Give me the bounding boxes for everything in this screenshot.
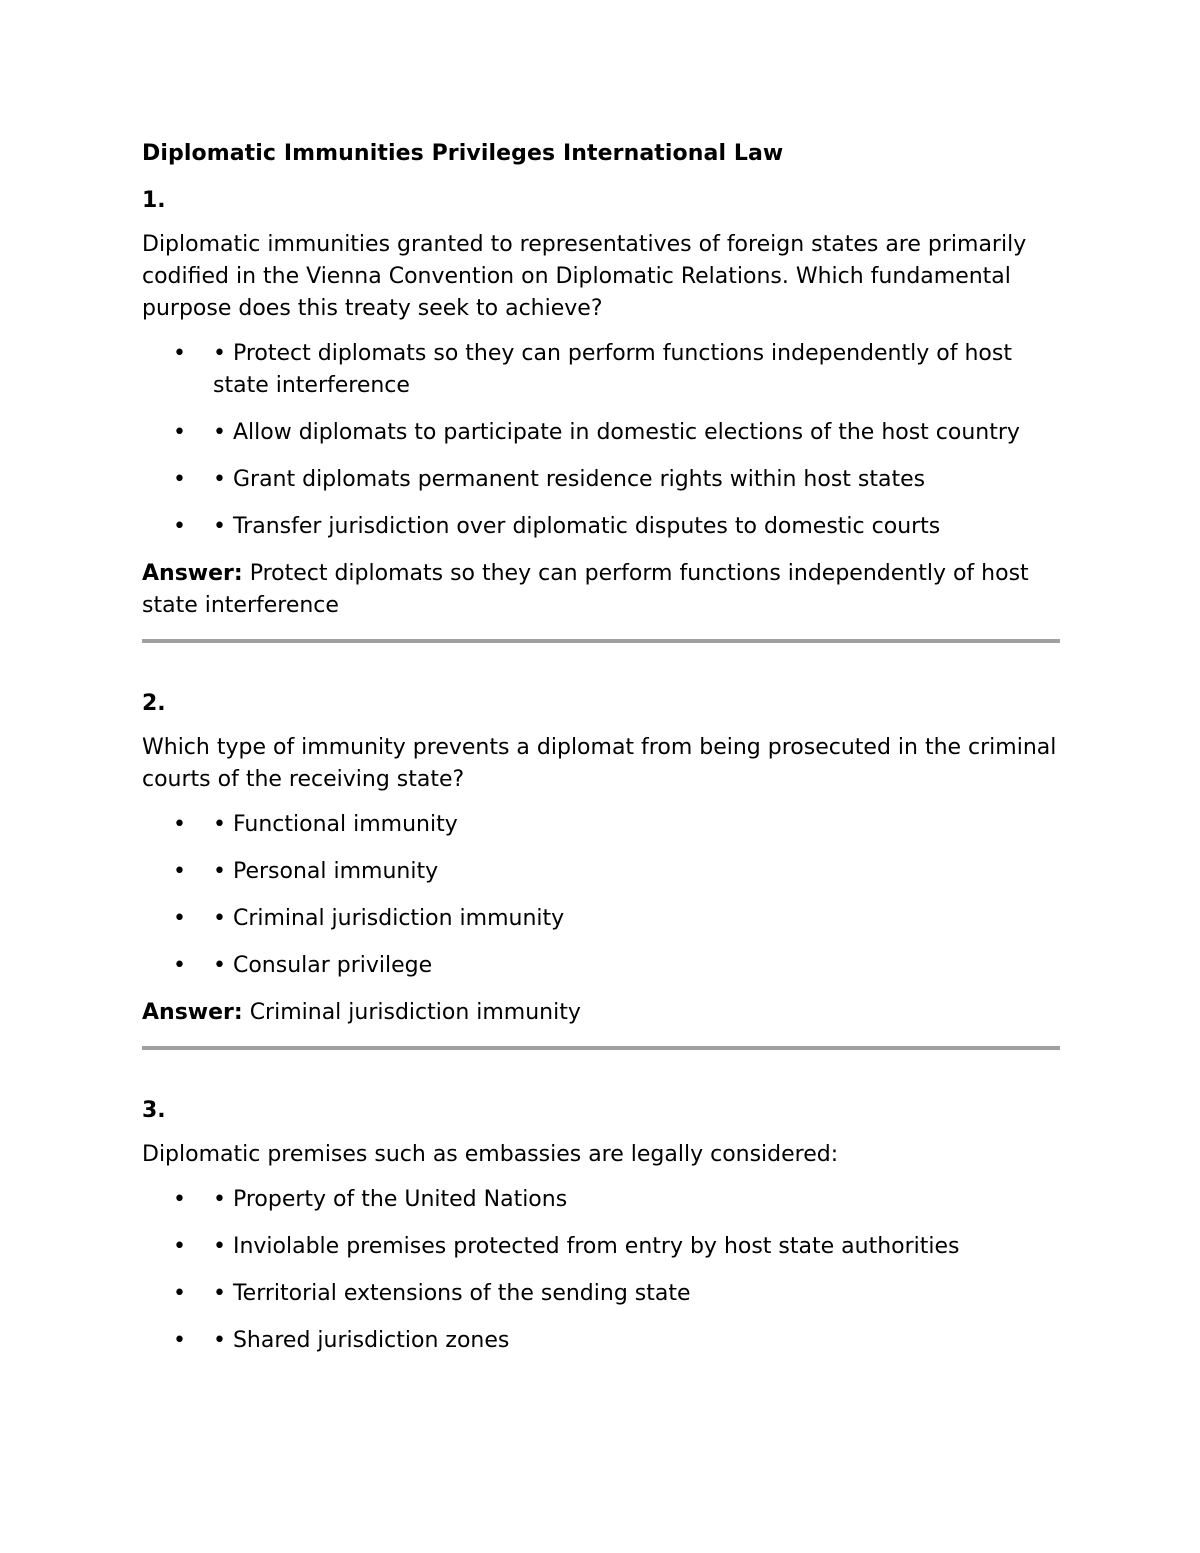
answer-label: Answer: (142, 561, 243, 586)
list-bullet: • (173, 1187, 186, 1212)
list-bullet: • (173, 859, 186, 884)
option-text: • Shared jurisdiction zones (213, 1328, 510, 1353)
question-text: Diplomatic immunities granted to representatives of foreign states are primarily codified in the Vienna Convention on Diplomatic Relations. Which fundamental purpose does this treaty seek to achieve? (142, 232, 1027, 321)
option-item (142, 1325, 1060, 1357)
option-item (142, 1184, 1060, 1216)
option-text: • Allow diplomats to participate in domestic elections of the host country (213, 420, 1020, 445)
option-list (142, 338, 1060, 543)
answer (142, 997, 1060, 1029)
question-2 (142, 687, 1060, 1029)
option-text: • Property of the United Nations (213, 1187, 568, 1212)
option-text: • Protect diplomats so they can perform functions independently of host state interference (213, 341, 1012, 398)
option-text: • Grant diplomats permanent residence rights within host states (213, 467, 926, 492)
list-bullet: • (173, 514, 186, 539)
option-item (142, 417, 1060, 449)
question-number: 3. (142, 1098, 166, 1123)
list-bullet: • (173, 341, 186, 366)
option-text: • Inviolable premises protected from entry by host state authorities (213, 1234, 960, 1259)
list-bullet: • (173, 467, 186, 492)
option-item (142, 1278, 1060, 1310)
option-item (142, 903, 1060, 935)
question-text: Which type of immunity prevents a diplomat from being prosecuted in the criminal courts of the receiving state? (142, 735, 1057, 792)
list-bullet: • (173, 1281, 186, 1306)
option-item (142, 464, 1060, 496)
option-item (142, 856, 1060, 888)
option-item (142, 1231, 1060, 1263)
option-text: • Territorial extensions of the sending state (213, 1281, 691, 1306)
option-item (142, 809, 1060, 841)
answer-text: Protect diplomats so they can perform functions independently of host state interference (142, 561, 1029, 618)
question-text: Diplomatic premises such as embassies are legally considered: (142, 1142, 839, 1167)
question-number: 2. (142, 691, 166, 716)
question-number: 1. (142, 188, 166, 213)
option-list (142, 809, 1060, 982)
option-text: • Criminal jurisdiction immunity (213, 906, 565, 931)
list-bullet: • (173, 1234, 186, 1259)
option-text: • Transfer jurisdiction over diplomatic disputes to domestic courts (213, 514, 941, 539)
list-bullet: • (173, 1328, 186, 1353)
answer-label: Answer: (142, 1000, 243, 1025)
list-bullet: • (173, 906, 186, 931)
option-text: • Functional immunity (213, 812, 458, 837)
question-3 (142, 1094, 1060, 1357)
option-item (142, 950, 1060, 982)
list-bullet: • (173, 812, 186, 837)
option-item (142, 511, 1060, 543)
question-1 (142, 184, 1060, 622)
option-list (142, 1184, 1060, 1357)
list-bullet: • (173, 420, 186, 445)
document-title: Diplomatic Immunities Privileges International Law (142, 141, 784, 166)
answer (142, 558, 1060, 622)
document-page (142, 137, 1060, 1372)
answer-text: Criminal jurisdiction immunity (249, 1000, 581, 1025)
section-divider (142, 639, 1060, 643)
section-divider (142, 1046, 1060, 1050)
option-text: • Consular privilege (213, 953, 433, 978)
list-bullet: • (173, 953, 186, 978)
option-text: • Personal immunity (213, 859, 439, 884)
option-item (142, 338, 1060, 402)
